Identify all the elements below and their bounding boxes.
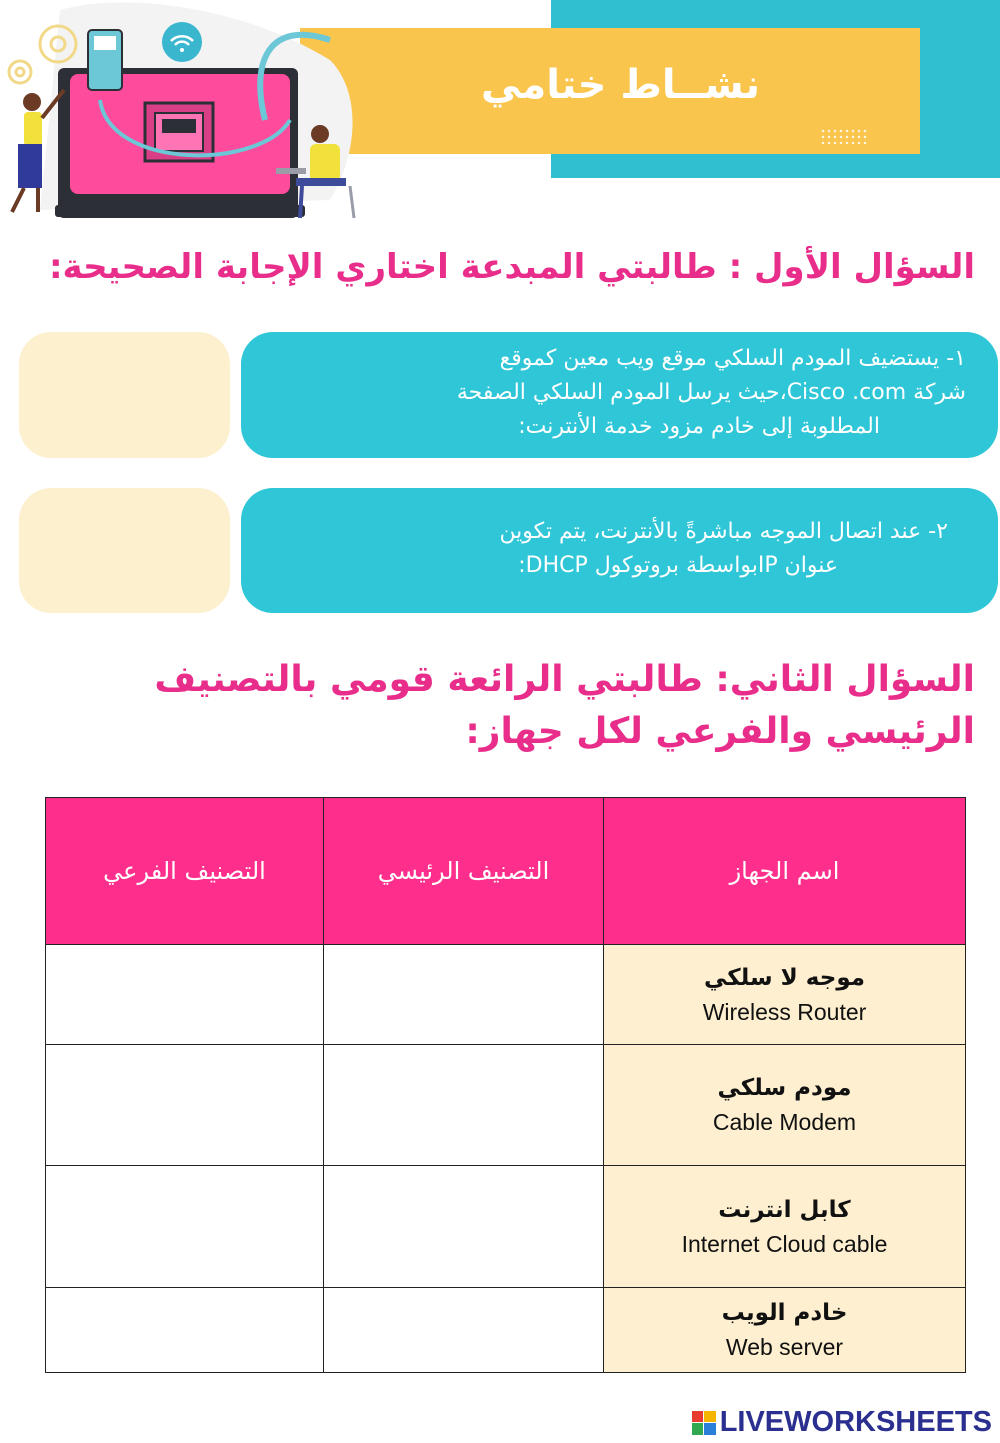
question1-item-1 <box>241 332 998 458</box>
main-category-input[interactable] <box>324 1166 604 1288</box>
device-cell <box>604 1288 966 1373</box>
device-cell <box>604 945 966 1045</box>
banner-dots-decoration <box>820 128 868 144</box>
answer-box-2[interactable] <box>19 488 230 613</box>
device-name-en: Internet Cloud cable <box>681 1230 888 1257</box>
table-header-row <box>46 798 966 945</box>
table-row <box>46 1166 966 1288</box>
device-name-ar: كابل انترنت <box>718 1196 851 1223</box>
table-row <box>46 1288 966 1373</box>
question2-heading: السؤال الثاني: طالبتي الرائعة قومي بالتصنيف الرئيسي والفرعي لكل جهاز: <box>154 659 975 752</box>
device-name-ar: مودم سلكي <box>717 1075 852 1101</box>
device-name-ar: موجه لا سلكي <box>704 964 865 991</box>
network-illustration <box>0 0 370 225</box>
header-device-name: اسم الجهاز <box>604 798 966 945</box>
question-line: ٢- عند اتصال الموجه مباشرةً بالأنترنت، يتم تكوين <box>499 519 948 544</box>
question-line: شركة Cisco .com،حيث يرسل المودم السلكي الصفحة <box>456 380 966 405</box>
answer-box-1[interactable] <box>19 332 230 458</box>
sub-category-input[interactable] <box>46 1045 324 1166</box>
question1-item-2 <box>241 488 998 613</box>
device-name-en: Cable Modem <box>712 1109 857 1135</box>
ethernet-plug-icon <box>88 30 122 90</box>
wifi-icon <box>162 22 202 62</box>
question-line: المطلوبة إلى خادم مزود خدمة الأنترنت: <box>518 414 880 439</box>
page-title: نشــاط ختامي <box>481 62 760 108</box>
sub-category-input[interactable] <box>46 945 324 1045</box>
liveworksheets-mark-icon <box>692 1411 716 1435</box>
brand-name: LIVEWORKSHEETS <box>719 1406 992 1438</box>
question-line: ١- يستضيف المودم السلكي موقع ويب معين كموقع <box>499 346 966 371</box>
device-cell <box>604 1166 966 1288</box>
sub-category-input[interactable] <box>46 1288 324 1373</box>
table-row <box>46 945 966 1045</box>
device-cell <box>604 1045 966 1166</box>
header-main-category: التصنيف الرئيسي <box>324 798 604 945</box>
question-line: عنوان IPبواسطة بروتوكول DHCP: <box>518 553 838 578</box>
device-name-en: Wireless Router <box>702 998 867 1025</box>
table-row <box>46 1045 966 1166</box>
main-category-input[interactable] <box>324 1288 604 1373</box>
sub-category-input[interactable] <box>46 1166 324 1288</box>
main-category-input[interactable] <box>324 1045 604 1166</box>
classification-table <box>45 797 966 1373</box>
liveworksheets-logo <box>692 1406 992 1439</box>
question1-heading: السؤال الأول : طالبتي المبدعة اختاري الإجابة الصحيحة: <box>48 247 975 287</box>
ethernet-port-icon <box>145 103 213 161</box>
device-name-ar: خادم الويب <box>721 1300 848 1326</box>
device-name-en: Web server <box>725 1334 844 1360</box>
main-category-input[interactable] <box>324 945 604 1045</box>
header-sub-category: التصنيف الفرعي <box>46 798 324 945</box>
